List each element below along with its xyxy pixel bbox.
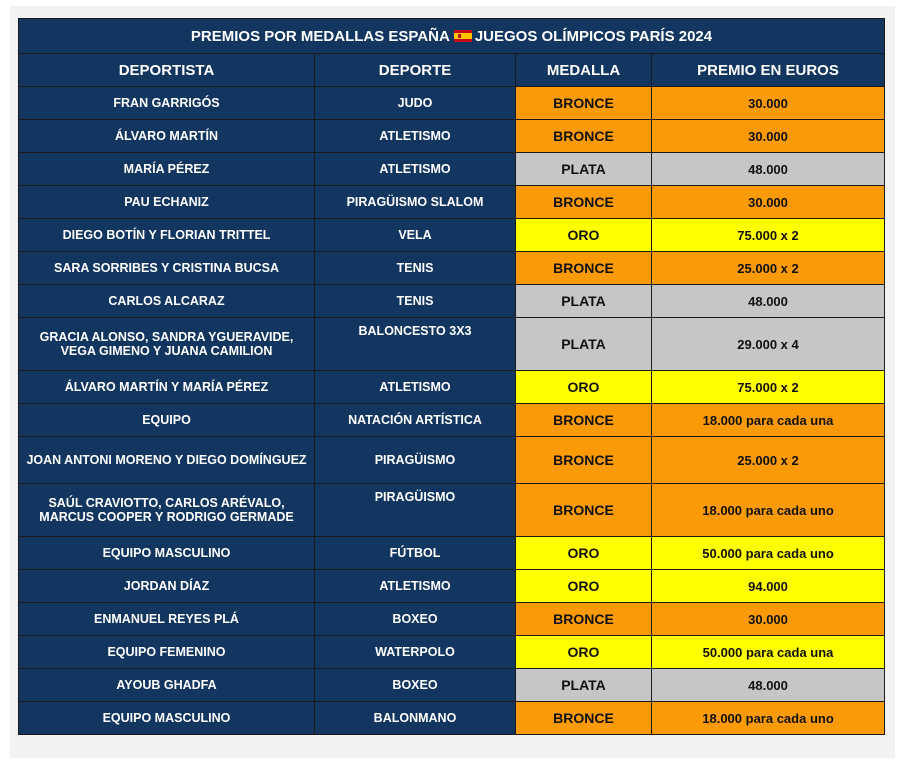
medal-cell: BRONCE	[516, 702, 652, 735]
table-row	[19, 669, 885, 702]
sport-cell: ATLETISMO	[315, 153, 516, 186]
athlete-cell: EQUIPO MASCULINO	[19, 702, 315, 735]
medal-cell: BRONCE	[516, 484, 652, 537]
table-row	[19, 219, 885, 252]
athlete-cell: SARA SORRIBES Y CRISTINA BUCSA	[19, 252, 315, 285]
medal-cell: BRONCE	[516, 252, 652, 285]
sport-cell: BALONMANO	[315, 702, 516, 735]
prize-cell: 30.000	[652, 186, 885, 219]
table-row	[19, 153, 885, 186]
athlete-cell: JOAN ANTONI MORENO Y DIEGO DOMÍNGUEZ	[19, 437, 315, 484]
table-row	[19, 537, 885, 570]
athlete-cell: ÁLVARO MARTÍN Y MARÍA PÉREZ	[19, 371, 315, 404]
medal-cell: BRONCE	[516, 603, 652, 636]
sport-cell: BALONCESTO 3X3	[315, 318, 516, 371]
prize-cell: 30.000	[652, 120, 885, 153]
athlete-cell: FRAN GARRIGÓS	[19, 87, 315, 120]
table-row	[19, 603, 885, 636]
header-prize: PREMIO EN EUROS	[652, 54, 885, 87]
prize-cell: 48.000	[652, 285, 885, 318]
table-row	[19, 437, 885, 484]
sport-cell: JUDO	[315, 87, 516, 120]
athlete-cell: PAU ECHANIZ	[19, 186, 315, 219]
sport-cell: TENIS	[315, 252, 516, 285]
prize-cell: 94.000	[652, 570, 885, 603]
athlete-cell: SAÚL CRAVIOTTO, CARLOS ARÉVALO, MARCUS COOPER Y RODRIGO GERMADE	[19, 484, 315, 537]
medals-table	[18, 18, 885, 735]
table-row	[19, 252, 885, 285]
prize-cell: 25.000 x 2	[652, 437, 885, 484]
medal-cell: BRONCE	[516, 186, 652, 219]
athlete-cell: ÁLVARO MARTÍN	[19, 120, 315, 153]
prize-cell: 50.000 para cada una	[652, 636, 885, 669]
sport-cell: FÚTBOL	[315, 537, 516, 570]
header-sport: DEPORTE	[315, 54, 516, 87]
prize-cell: 48.000	[652, 153, 885, 186]
table-row	[19, 371, 885, 404]
athlete-cell: CARLOS ALCARAZ	[19, 285, 315, 318]
athlete-cell: MARÍA PÉREZ	[19, 153, 315, 186]
medal-cell: PLATA	[516, 285, 652, 318]
header-medal: MEDALLA	[516, 54, 652, 87]
medal-cell: BRONCE	[516, 437, 652, 484]
athlete-cell: JORDAN DÍAZ	[19, 570, 315, 603]
medal-cell: BRONCE	[516, 404, 652, 437]
sport-cell: BOXEO	[315, 669, 516, 702]
table-row	[19, 87, 885, 120]
medal-cell: BRONCE	[516, 120, 652, 153]
prize-cell: 18.000 para cada uno	[652, 702, 885, 735]
prize-cell: 30.000	[652, 87, 885, 120]
table-row	[19, 120, 885, 153]
medal-cell: ORO	[516, 570, 652, 603]
title-subtext: JUEGOS OLÍMPICOS PARÍS 2024	[474, 27, 713, 45]
sport-cell: WATERPOLO	[315, 636, 516, 669]
prize-cell: 18.000 para cada uno	[652, 484, 885, 537]
title-text: PREMIOS POR MEDALLAS ESPAÑA	[190, 27, 450, 45]
sport-cell: VELA	[315, 219, 516, 252]
athlete-cell: AYOUB GHADFA	[19, 669, 315, 702]
table-row	[19, 636, 885, 669]
medal-cell: BRONCE	[516, 87, 652, 120]
table-title	[19, 19, 885, 54]
header-athlete: DEPORTISTA	[19, 54, 315, 87]
athlete-cell: EQUIPO MASCULINO	[19, 537, 315, 570]
table-row	[19, 186, 885, 219]
table-row	[19, 285, 885, 318]
athlete-cell: ENMANUEL REYES PLÁ	[19, 603, 315, 636]
spain-flag-icon	[454, 30, 472, 42]
prize-cell: 30.000	[652, 603, 885, 636]
medal-cell: PLATA	[516, 318, 652, 371]
sport-cell: TENIS	[315, 285, 516, 318]
sport-cell: ATLETISMO	[315, 120, 516, 153]
sport-cell: PIRAGÜISMO	[315, 437, 516, 484]
medal-cell: PLATA	[516, 153, 652, 186]
table-row	[19, 702, 885, 735]
athlete-cell: GRACIA ALONSO, SANDRA YGUERAVIDE, VEGA GIMENO Y JUANA CAMILION	[19, 318, 315, 371]
athlete-cell: EQUIPO FEMENINO	[19, 636, 315, 669]
medal-cell: PLATA	[516, 669, 652, 702]
medal-cell: ORO	[516, 537, 652, 570]
medal-cell: ORO	[516, 219, 652, 252]
sport-cell: PIRAGÜISMO SLALOM	[315, 186, 516, 219]
sport-cell: BOXEO	[315, 603, 516, 636]
table-body	[19, 87, 885, 735]
athlete-cell: EQUIPO	[19, 404, 315, 437]
sport-cell: NATACIÓN ARTÍSTICA	[315, 404, 516, 437]
sport-cell: ATLETISMO	[315, 570, 516, 603]
prize-cell: 75.000 x 2	[652, 371, 885, 404]
medal-cell: ORO	[516, 371, 652, 404]
sport-cell: ATLETISMO	[315, 371, 516, 404]
prize-cell: 18.000 para cada una	[652, 404, 885, 437]
table-row	[19, 404, 885, 437]
prize-cell: 50.000 para cada uno	[652, 537, 885, 570]
medal-cell: ORO	[516, 636, 652, 669]
prize-cell: 29.000 x 4	[652, 318, 885, 371]
prize-cell: 48.000	[652, 669, 885, 702]
table-row	[19, 318, 885, 371]
table-row	[19, 484, 885, 537]
athlete-cell: DIEGO BOTÍN Y FLORIAN TRITTEL	[19, 219, 315, 252]
sport-cell: PIRAGÜISMO	[315, 484, 516, 537]
prize-cell: 25.000 x 2	[652, 252, 885, 285]
table-row	[19, 570, 885, 603]
prize-cell: 75.000 x 2	[652, 219, 885, 252]
